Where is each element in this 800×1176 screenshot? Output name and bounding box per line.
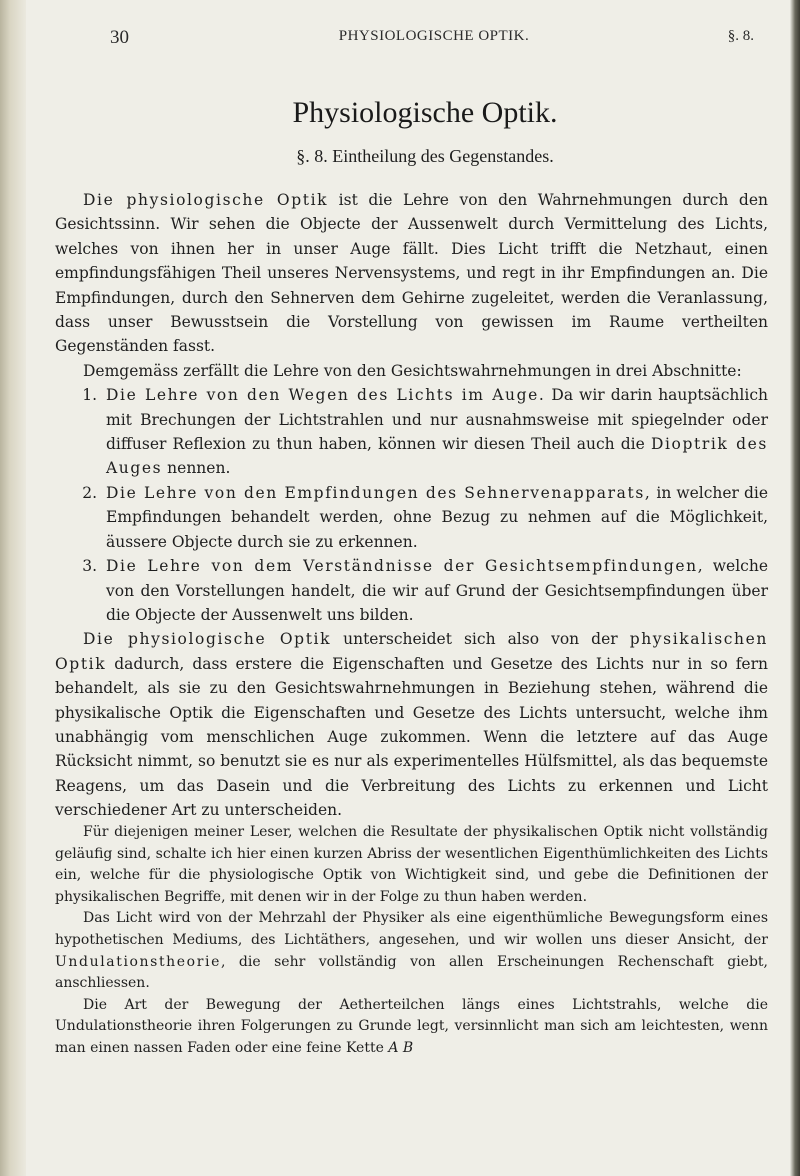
list-item <box>102 554 768 627</box>
term: Die physiologische Optik <box>83 191 329 209</box>
lead-term: Das Licht <box>83 910 153 927</box>
small-paragraph <box>55 995 768 1060</box>
term: Die physiologische Optik <box>83 630 332 649</box>
term: physikalischen Optik <box>55 630 768 673</box>
figure-label: A B <box>388 1039 414 1056</box>
paragraph-text: unterscheidet sich also von der <box>331 630 630 649</box>
term: Dioptrik des Auges <box>106 435 768 478</box>
small-paragraph: Für diejenigen meiner Leser, welchen die Resultate der physikalischen Optik nicht vollständig geläufig sind, schalte ich hier einen kurzen Abriss der wesentlichen Eigenthümlichkeiten des Lichts ein, welche für die physiologische Optik von Wichtigkeit sind, und gebe die Definitionen der physikalischen Begriffe, mit denen wir in der Folge zu thun haben werden. <box>55 824 768 905</box>
section-reference: §. 8. <box>727 28 754 44</box>
term: Die Lehre von den Empfindungen des Sehnervenapparats, <box>106 483 652 502</box>
division-paragraph: Demgemäss zerfällt die Lehre von den Gesichtswahrnehmungen in drei Abschnitte: <box>83 361 742 380</box>
page-edge-shadow <box>790 0 800 1176</box>
comparison-paragraph <box>55 627 768 822</box>
paragraph-text: ist die Lehre von den Wahrnehmungen durch den Gesichtssinn. Wir sehen die Objecte der Aussenwelt durch Vermittelung des Lichts, welches von ihnen her in unser Auge fällt. Dies Licht trifft die Netzhaut, einen empfindungsfähigen Theil unseres Nervensystems, und regt in ihr Empfindungen an. Die Empfindungen, durch den Sehnerven dem Gehirne zugeleitet, werden die Veranlassung, dass unser Bewusstsein die Vorstellung von gewissen im Raume vertheilten Gegenständen fasst. <box>55 191 768 356</box>
section-list <box>55 383 768 627</box>
term: Die Lehre von dem Verständnisse der Gesichtsempfindungen, <box>106 557 705 576</box>
running-title: PHYSIOLOGISCHE OPTIK. <box>338 28 530 44</box>
section-heading: §. 8. Eintheilung des Gegenstandes. <box>296 146 554 166</box>
item-text: Da wir darin hauptsächlich mit Brechungen der Lichtstrahlen und nur ausnahmsweise mit spiegelnder oder diffuser Reflexion zu thun haben, können wir diesen Theil auch die <box>106 386 768 454</box>
small-paragraph <box>55 908 768 994</box>
intro-paragraph <box>55 188 768 359</box>
page-number: 30 <box>110 27 129 48</box>
paragraph-text: wird von der Mehrzahl der Physiker als eine eigenthümliche Bewegungsform eines hypothetischen Mediums, des Lichtäthers, angesehen, und wir wollen uns dieser Ansicht, der <box>55 910 769 948</box>
page-title: Physiologische Optik. <box>292 96 558 129</box>
book-binding-edge <box>0 0 26 1176</box>
term: Undulationstheorie <box>55 953 221 970</box>
list-item <box>102 481 768 554</box>
item-text: welche von den Vorstellungen handelt, die wir auf Grund der Gesichtsempfindungen über die Objecte der Aussenwelt uns bilden. <box>106 557 768 624</box>
list-item <box>102 383 768 481</box>
small-print <box>55 822 768 1060</box>
paragraph-text: dadurch, dass erstere die Eigenschaften und Gesetze des Lichts nur in so fern behandelt, als sie zu den Gesichtswahrnehmungen in Beziehung stehen, während die physikalische Optik die Eigenschaften und Gesetze des Lichts untersucht, welche ihm unabhängig vom menschlichen Auge zukommen. Wenn die letztere auf das Auge Rücksicht nimmt, so benutzt sie es nur als experimentelles Hülfsmittel, als das bequemste Reagens, um das Dasein und die Verbreitung des Lichts zu erkennen und Licht verschiedener Art zu unterscheiden. <box>55 654 768 820</box>
paragraph-text: Die Art der Bewegung der Aetherteilchen längs eines Lichtstrahls, welche die Undulationstheorie ihren Folgerungen zu Grunde legt, versinnlicht man sich am leichtesten, wenn man einen nassen Faden oder eine feine Kette <box>55 996 768 1056</box>
main-text <box>55 188 768 823</box>
paragraph-text: , die sehr vollständig von allen Erscheinungen Rechenschaft giebt, anschliessen. <box>55 953 768 992</box>
item-text: nennen. <box>162 459 231 478</box>
term: Die Lehre von den Wegen des Lichts im Auge. <box>106 386 546 405</box>
running-header <box>110 27 758 49</box>
item-text: in welcher die Empfindungen behandelt werden, ohne Bezug zu nehmen auf die Möglichkeit, äussere Objecte durch sie zu erkennen. <box>106 483 768 551</box>
